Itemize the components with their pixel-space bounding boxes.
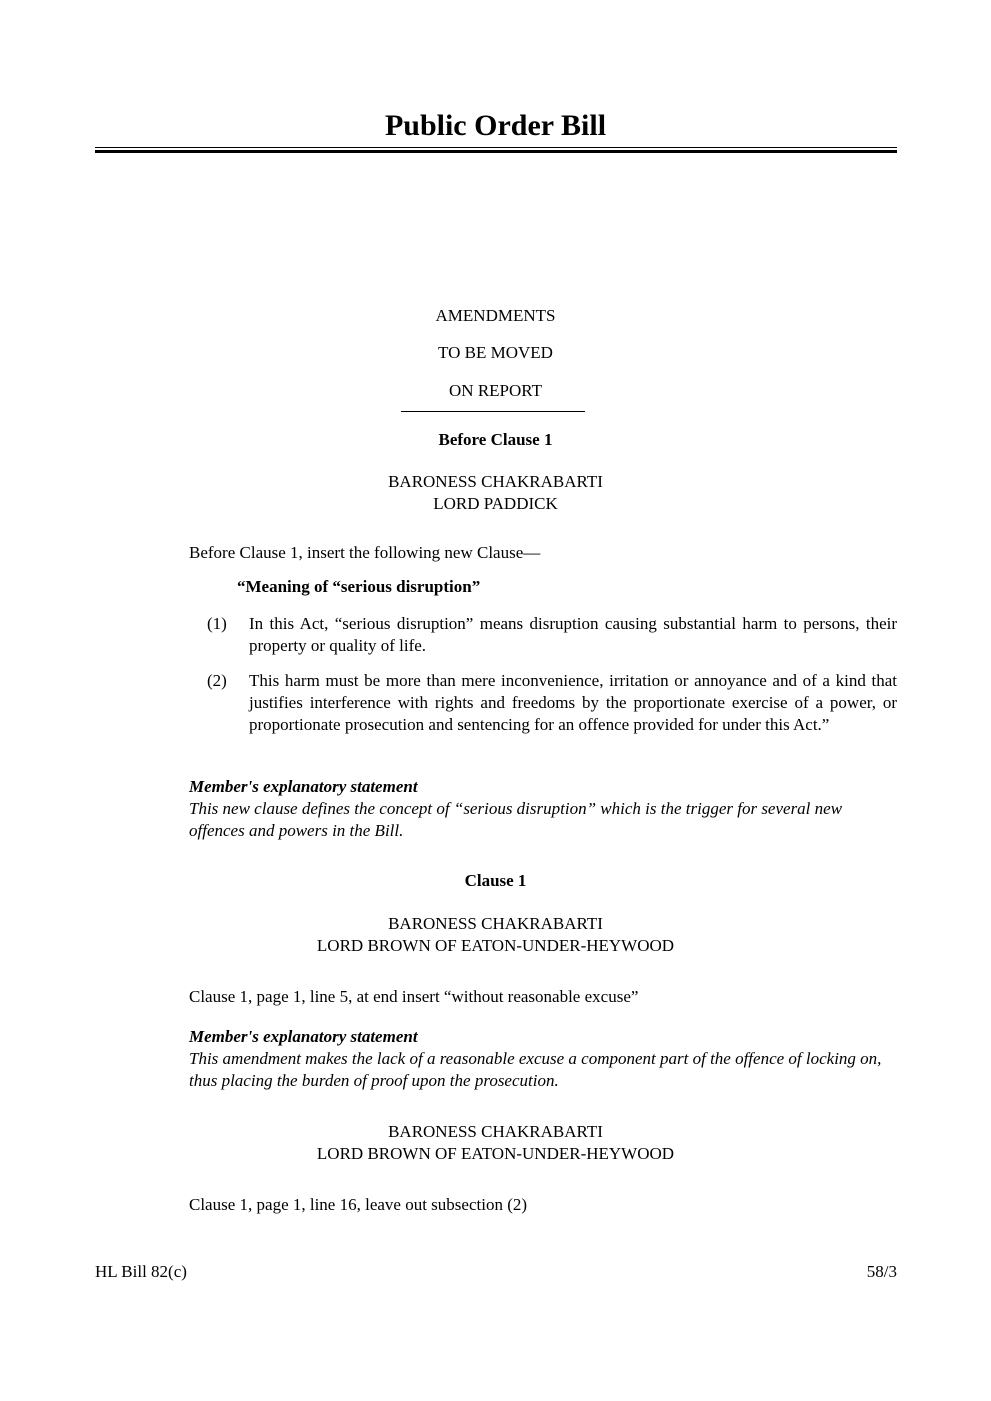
member-name: BARONESS CHAKRABARTI: [388, 472, 603, 491]
amendment-instruction: Clause 1, page 1, line 16, leave out subsection (2): [189, 1195, 528, 1214]
subsection-text: This harm must be more than mere inconvenience, irritation or annoyance and of a kind that justifies interference with rights and freedoms by the proportionate exercise of a power, or proportionate prosecution and sentencing for an offence provided for under this Act.”: [249, 671, 897, 734]
subsection-number: (2): [207, 671, 227, 690]
heading-line-2: TO BE MOVED: [438, 343, 553, 362]
footer-page-ref: 58/3: [866, 1262, 897, 1281]
new-clause-title: “Meaning of “serious disruption”: [237, 577, 481, 596]
amendment-instruction: Clause 1, page 1, line 5, at end insert “without reasonable excuse”: [189, 987, 639, 1006]
explanatory-statement: This amendment makes the lack of a reasonable excuse a component part of the offence of locking on, thus placing the burden of proof upon the prosecution.: [189, 1049, 882, 1090]
heading-line-3: ON REPORT: [449, 381, 542, 400]
subsection-1: [189, 613, 897, 657]
amendment-instruction: Before Clause 1, insert the following new Clause—: [189, 543, 541, 562]
heading-line-1: AMENDMENTS: [435, 306, 556, 325]
member-name: BARONESS CHAKRABARTI: [388, 1122, 603, 1141]
title-rule-thin: [95, 147, 897, 148]
explanatory-statement-heading: Member's explanatory statement: [189, 777, 418, 796]
section-heading-clause-1: Clause 1: [464, 871, 527, 890]
member-name: BARONESS CHAKRABARTI: [388, 914, 603, 933]
member-name: LORD BROWN OF EATON-UNDER-HEYWOOD: [316, 1144, 675, 1163]
document-title: Public Order Bill: [384, 109, 607, 142]
subsection-text: In this Act, “serious disruption” means disruption causing substantial harm to persons, their property or quality of life.: [249, 614, 897, 655]
heading-rule: [401, 411, 585, 412]
explanatory-statement-heading: Member's explanatory statement: [189, 1027, 418, 1046]
member-name: LORD BROWN OF EATON-UNDER-HEYWOOD: [316, 936, 675, 955]
section-heading-before-clause-1: Before Clause 1: [438, 430, 553, 449]
member-name: LORD PADDICK: [433, 494, 558, 513]
subsection-2: [189, 670, 897, 736]
title-rule-thick: [95, 150, 897, 153]
explanatory-statement: This new clause defines the concept of “serious disruption” which is the trigger for several new offences and powers in the Bill.: [189, 799, 843, 840]
footer-bill-number: HL Bill 82(c): [95, 1262, 187, 1281]
subsection-number: (1): [207, 614, 227, 633]
